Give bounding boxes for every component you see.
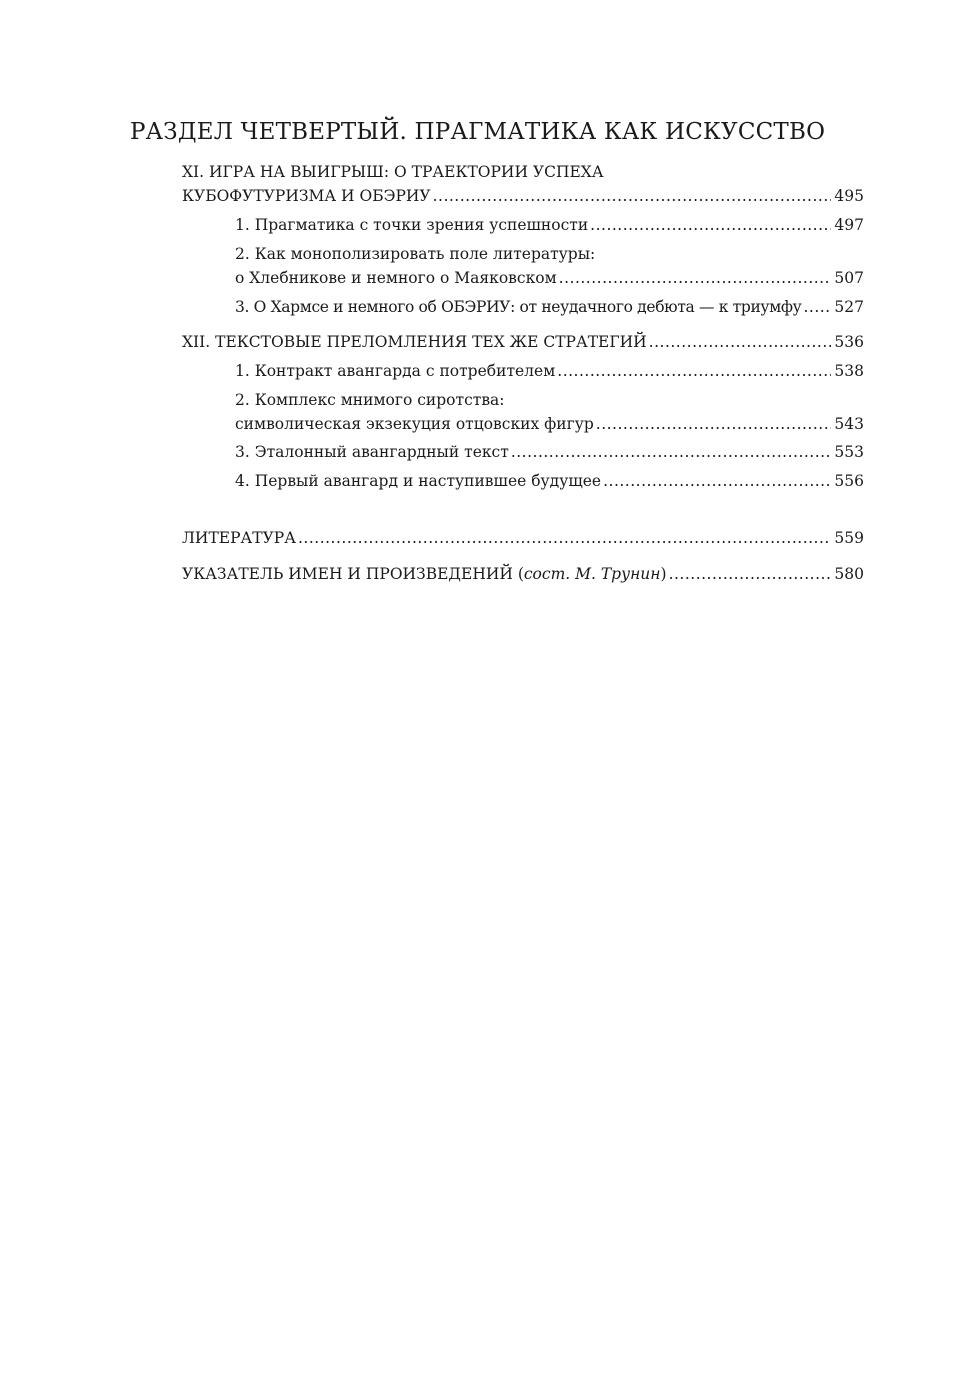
page-number: 580	[834, 565, 864, 583]
dot-leader	[669, 562, 832, 586]
toc-entry-xii-1[interactable]	[235, 359, 864, 383]
page-number: 495	[834, 187, 864, 205]
index-compiler: сост. М. Трунин	[523, 565, 661, 583]
toc-line	[235, 266, 864, 290]
subsection-title-line2: о Хлебникове и немного о Маяковском	[235, 269, 557, 287]
dot-leader	[433, 184, 832, 208]
dot-leader	[603, 469, 831, 493]
literature-title: ЛИТЕРАТУРА	[182, 529, 296, 547]
toc-line	[182, 562, 864, 586]
subsection-title-line1: 2. Как монополизировать поле литературы:	[235, 245, 596, 263]
toc-line	[182, 526, 864, 550]
index-title-group: УКАЗАТЕЛЬ ИМЕН И ПРОИЗВЕДЕНИЙ (сост. М. Трунин)	[182, 565, 667, 583]
subsection-title: 3. Эталонный авангардный текст	[235, 443, 509, 461]
toc-entry-xi-1[interactable]	[235, 213, 864, 237]
dot-leader	[803, 295, 831, 319]
subsection-title: 1. Прагматика с точки зрения успешности	[235, 216, 589, 234]
toc-line	[235, 388, 864, 412]
subsection-title: 3. О Хармсе и немного об ОБЭРИУ: от неудачного дебюта — к триумфу	[235, 298, 802, 316]
subsection-title-line1: 2. Комплекс мнимого сиротства:	[235, 391, 505, 409]
dot-leader	[649, 330, 832, 354]
toc-line	[182, 330, 864, 354]
page-number: 538	[834, 362, 864, 380]
toc-entry-xi-2[interactable]	[235, 242, 864, 290]
toc-line	[235, 440, 864, 464]
page-number: 553	[834, 443, 864, 461]
chapter-title-line2: КУБОФУТУРИЗМА И ОБЭРИУ	[182, 187, 431, 205]
toc-entry-index[interactable]	[182, 562, 864, 586]
dot-leader	[559, 266, 832, 290]
subsection-title-line2: символическая экзекуция отцовских фигур	[235, 415, 594, 433]
page-number: 559	[834, 529, 864, 547]
toc-line	[235, 213, 864, 237]
chapter-title-line1: XI. ИГРА НА ВЫИГРЫШ: О ТРАЕКТОРИИ УСПЕХА	[182, 163, 604, 181]
toc-line	[235, 295, 864, 319]
toc-entry-xii-2[interactable]	[235, 388, 864, 436]
toc-line	[235, 359, 864, 383]
page-number: 527	[834, 298, 864, 316]
dot-leader	[298, 526, 831, 550]
toc-line	[182, 184, 864, 208]
toc-line	[235, 469, 864, 493]
toc-entry-xii-3[interactable]	[235, 440, 864, 464]
toc-entry-xii-4[interactable]	[235, 469, 864, 493]
page-number: 536	[834, 333, 864, 351]
dot-leader	[596, 412, 832, 436]
subsection-title: 4. Первый авангард и наступившее будущее	[235, 472, 602, 490]
page-number: 556	[834, 472, 864, 490]
toc-line	[182, 160, 864, 184]
chapter-title: XII. ТЕКСТОВЫЕ ПРЕЛОМЛЕНИЯ ТЕХ ЖЕ СТРАТЕГИЙ	[182, 333, 647, 351]
index-title: УКАЗАТЕЛЬ ИМЕН И ПРОИЗВЕДЕНИЙ	[182, 565, 513, 583]
section-title: РАЗДЕЛ ЧЕТВЕРТЫЙ. ПРАГМАТИКА КАК ИСКУССТВО	[130, 119, 826, 145]
toc-entry-chapter-xi[interactable]	[182, 160, 864, 208]
toc-entry-xi-3[interactable]	[235, 295, 864, 319]
page-number: 497	[834, 216, 864, 234]
toc-line	[235, 242, 864, 266]
page-number: 543	[834, 415, 864, 433]
toc-entry-literature[interactable]	[182, 526, 864, 550]
subsection-title: 1. Контракт авангарда с потребителем	[235, 362, 556, 380]
toc-entry-chapter-xii[interactable]	[182, 330, 864, 354]
dot-leader	[557, 359, 831, 383]
toc-line	[235, 412, 864, 436]
dot-leader	[590, 213, 831, 237]
page-number: 507	[834, 269, 864, 287]
dot-leader	[511, 440, 832, 464]
